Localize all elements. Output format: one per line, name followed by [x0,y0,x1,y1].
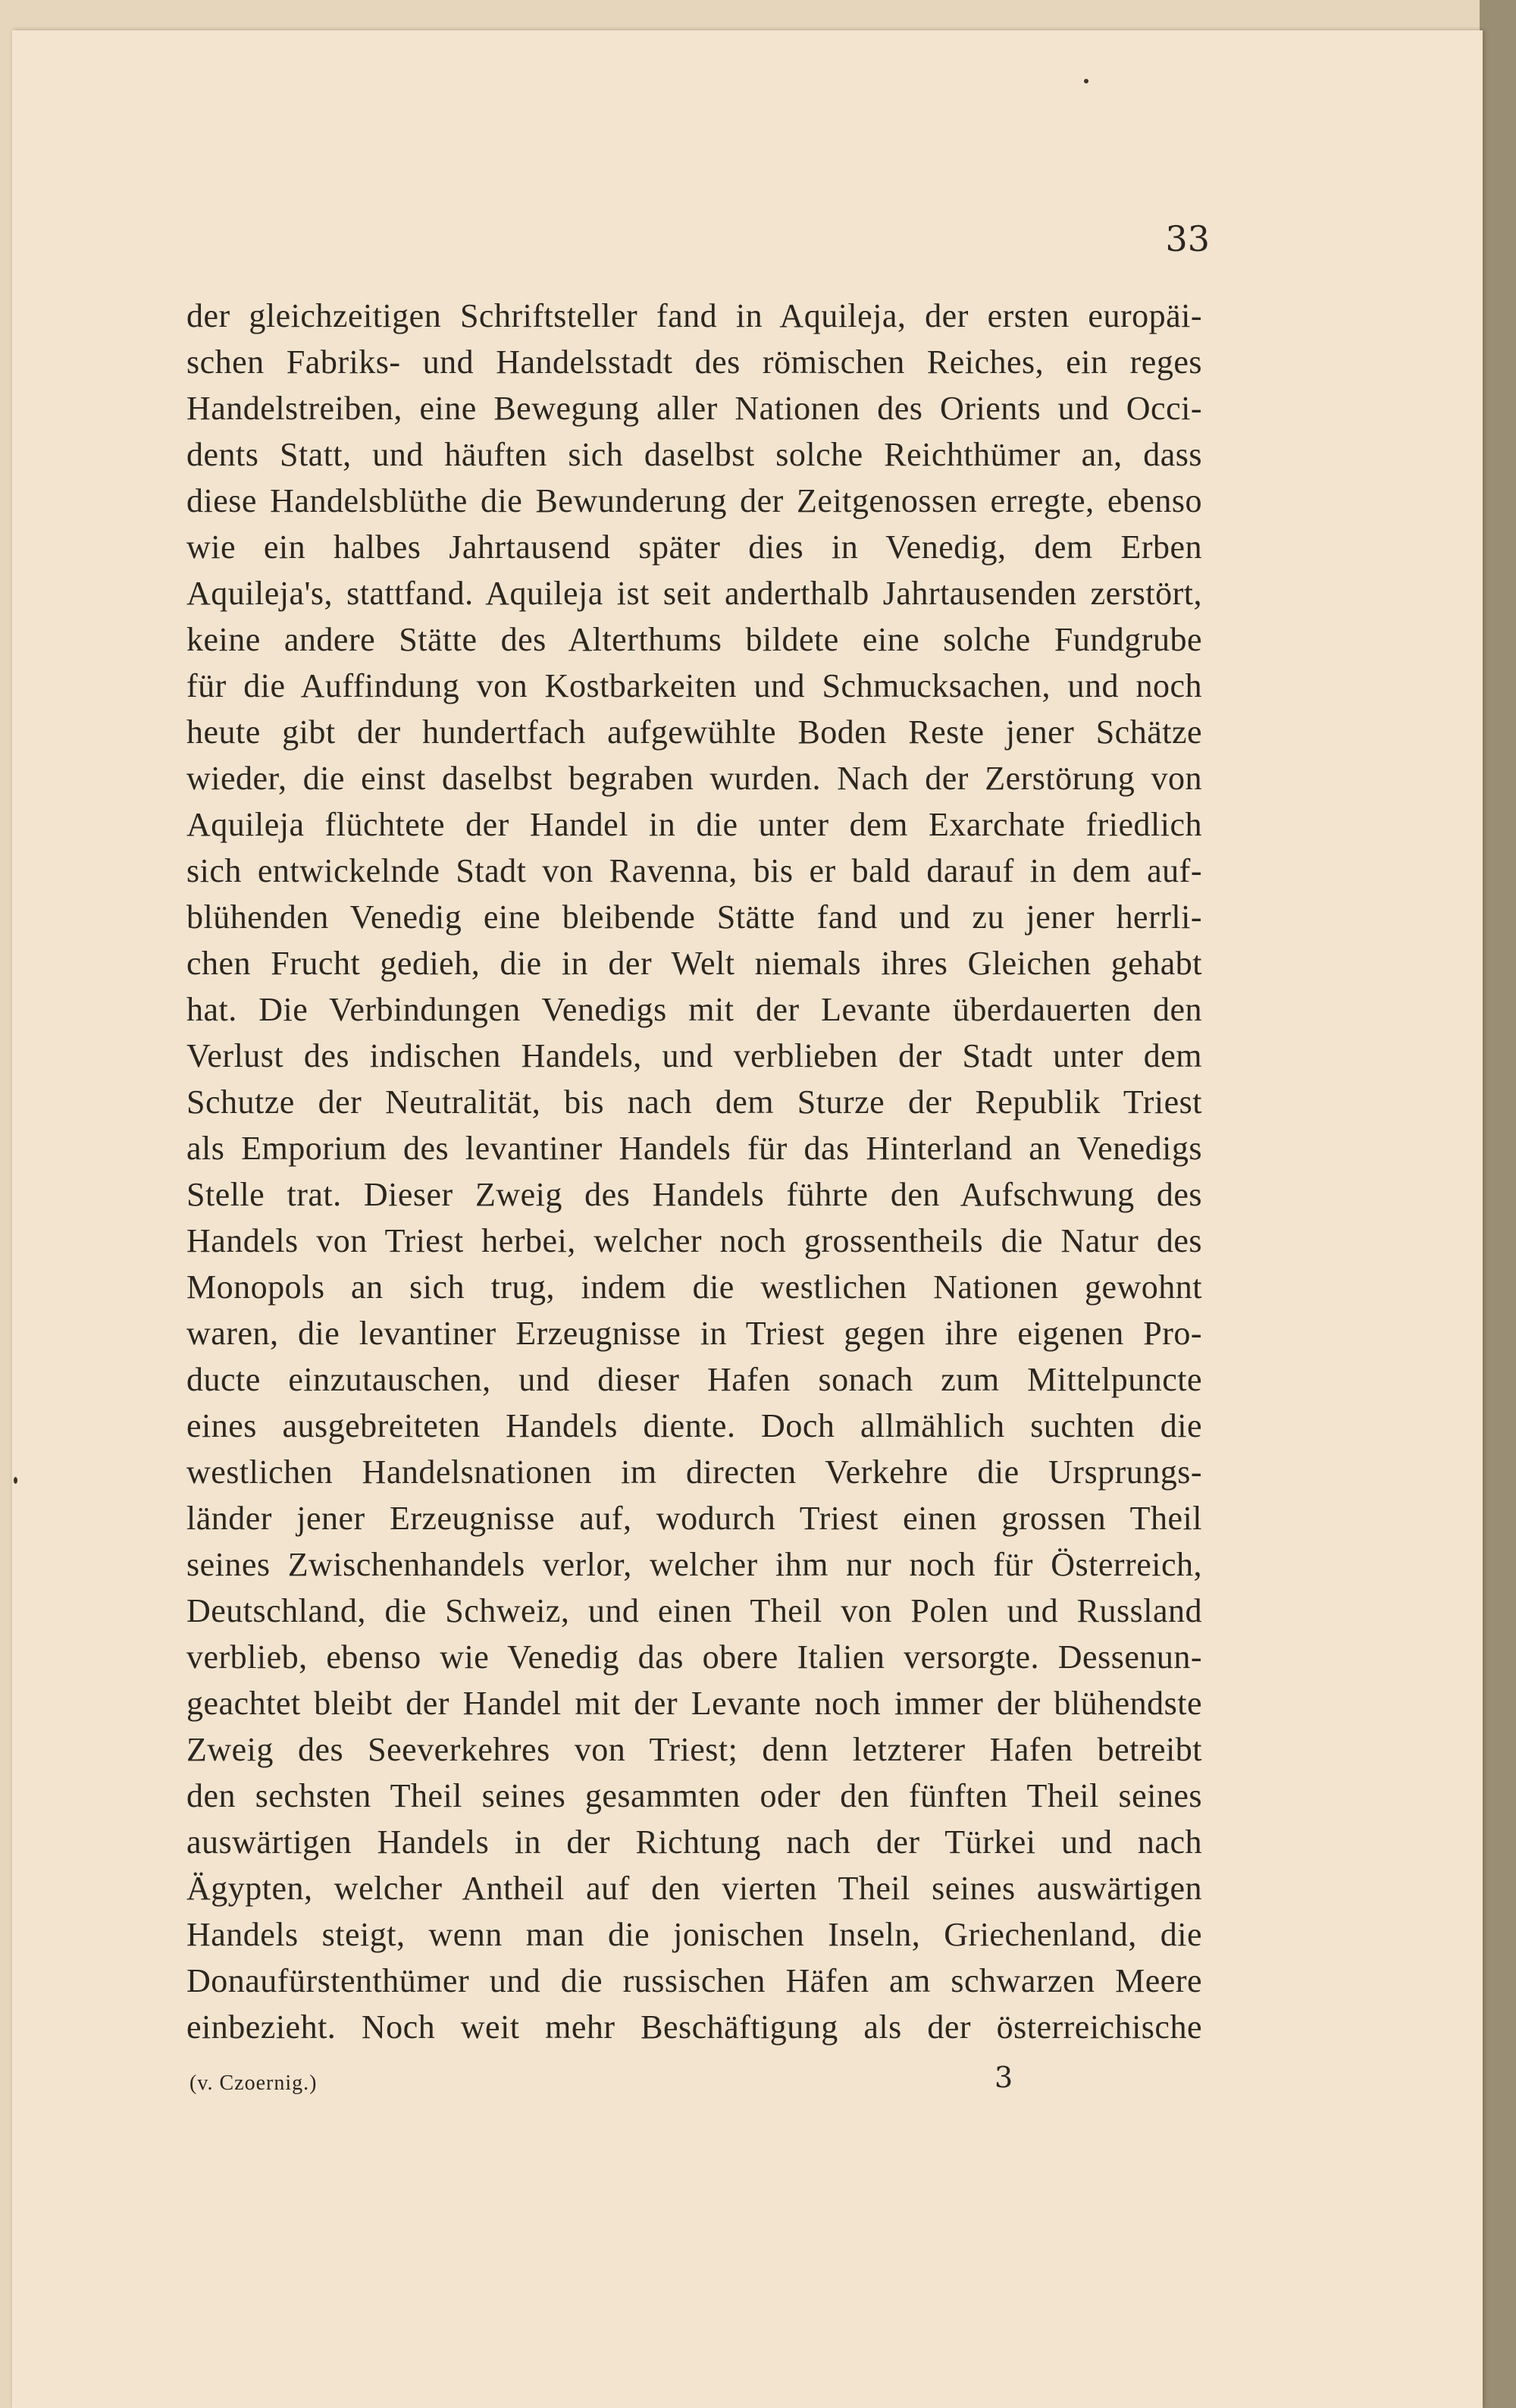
text-line: geachtet bleibt der Handel mit der Levante noch immer der blühendste [186,1685,1202,1722]
text-line: dents Statt, und häuften sich daselbst solche Reichthümer an, dass [186,436,1202,473]
page-number: 33 [1165,218,1210,259]
text-line: als Emporium des levantiner Handels für das Hinterland an Venedigs [186,1130,1202,1167]
text-line: Deutschland, die Schweiz, und einen Theil von Polen und Russland [186,1592,1202,1629]
text-line: heute gibt der hundertfach aufgewühlte Boden Reste jener Schätze [186,713,1202,751]
text-line: eines ausgebreiteten Handels diente. Doch allmählich suchten die [186,1407,1202,1444]
text-line: Handels von Triest herbei, welcher noch grossentheils die Natur des [186,1222,1202,1259]
text-line: Zweig des Seeverkehres von Triest; denn letzterer Hafen betreibt [186,1731,1202,1768]
text-line: für die Auffindung von Kostbarkeiten und Schmucksachen, und noch [186,667,1202,704]
text-line: wieder, die einst daselbst begraben wurden. Nach der Zerstörung von [186,760,1202,797]
text-line: auswärtigen Handels in der Richtung nach der Türkei und nach [186,1823,1202,1861]
text-line: Schutze der Neutralität, bis nach dem Sturze der Republik Triest [186,1083,1202,1121]
text-line: westlichen Handelsnationen im directen Verkehre die Ursprungs- [186,1453,1202,1491]
text-line: blühenden Venedig eine bleibende Stätte fand und zu jener herrli- [186,898,1202,936]
text-line: schen Fabriks- und Handelsstadt des römischen Reiches, ein reges [186,343,1202,381]
text-line: Stelle trat. Dieser Zweig des Handels führte den Aufschwung des [186,1176,1202,1213]
text-line: sich entwickelnde Stadt von Ravenna, bis er bald darauf in dem auf- [186,852,1202,889]
text-line: Handels steigt, wenn man die jonischen Inseln, Griechenland, die [186,1916,1202,1953]
text-line: den sechsten Theil seines gesammten oder den fünften Theil seines [186,1777,1202,1814]
text-line: wie ein halbes Jahrtausend später dies in Venedig, dem Erben [186,528,1202,566]
text-line: Handelstreiben, eine Bewegung aller Nationen des Orients und Occi- [186,390,1202,427]
text-line: Monopols an sich trug, indem die westlichen Nationen gewohnt [186,1268,1202,1306]
footer-signature: 3 [994,2061,1013,2094]
text-line: Verlust des indischen Handels, und verblieben der Stadt unter dem [186,1037,1202,1074]
text-line: diese Handelsblüthe die Bewunderung der Zeitgenossen erregte, ebenso [186,482,1202,519]
paper-speck [1084,79,1088,83]
text-line: länder jener Erzeugnisse auf, wodurch Triest einen grossen Theil [186,1500,1202,1537]
text-line: keine andere Stätte des Alterthums bildete eine solche Fundgrube [186,621,1202,658]
text-line: chen Frucht gedieh, die in der Welt niemals ihres Gleichen gehabt [186,945,1202,982]
text-line: Donaufürstenthümer und die russischen Häfen am schwarzen Meere [186,1962,1202,1999]
text-line: einbezieht. Noch weit mehr Beschäftigung als der österreichische [186,2008,1202,2046]
text-line: waren, die levantiner Erzeugnisse in Triest gegen ihre eigenen Pro- [186,1315,1202,1352]
text-line: verblieb, ebenso wie Venedig das obere Italien versorgte. Dessenun- [186,1638,1202,1676]
paper-speck [14,1477,17,1484]
footer-author: (v. Czoernig.) [190,2071,318,2095]
text-line: seines Zwischenhandels verlor, welcher ihm nur noch für Österreich, [186,1546,1202,1583]
text-line: Aquileja flüchtete der Handel in die unter dem Exarchate friedlich [186,806,1202,843]
text-line: der gleichzeitigen Schriftsteller fand in Aquileja, der ersten europäi- [186,297,1202,334]
body-text [186,293,1202,2050]
text-line: ducte einzutauschen, und dieser Hafen sonach zum Mittelpuncte [186,1361,1202,1398]
text-line: Ägypten, welcher Antheil auf den vierten Theil seines auswärtigen [186,1870,1202,1907]
text-line: hat. Die Verbindungen Venedigs mit der Levante überdauerten den [186,991,1202,1028]
text-line: Aquileja's, stattfand. Aquileja ist seit anderthalb Jahrtausenden zerstört, [186,575,1202,612]
